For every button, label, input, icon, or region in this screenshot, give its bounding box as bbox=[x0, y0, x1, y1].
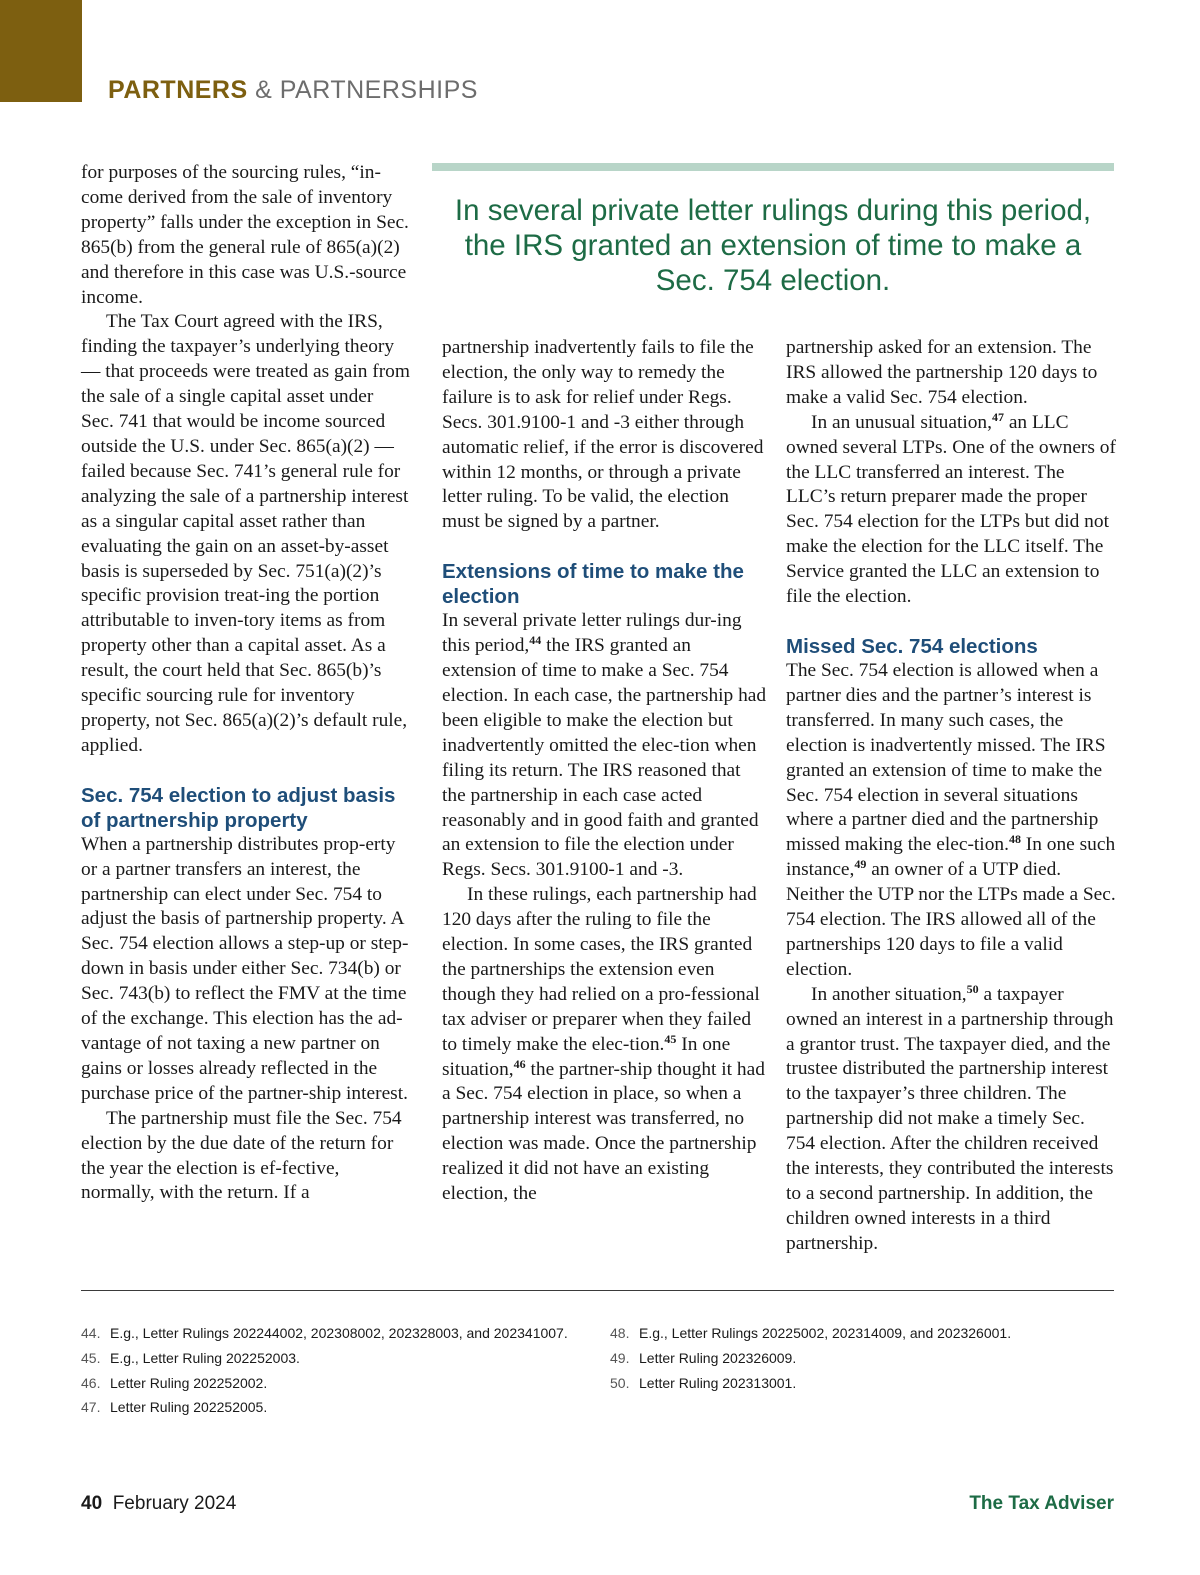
section-color-tab bbox=[0, 0, 82, 102]
col3-p3-text-b: In one such instance, bbox=[786, 834, 1116, 881]
col3-paragraph-2 bbox=[786, 411, 1116, 610]
footnote-ref-47: 47 bbox=[991, 409, 1004, 424]
footnote-number: 47. bbox=[81, 1399, 101, 1416]
footnote-number: 44. bbox=[81, 1325, 101, 1341]
col1-paragraph-3: When a partnership distributes prop-erty or a partner transfers an interest, the partnership can elect under Sec. 754 to adjust the basis of partnership property. A Sec. 754 election allows a step-up or step-down in basis under either Sec. 734(b) or Sec. 743(b) to reflect the FMV at the time of the exchange. This election has the ad-vantage of not taxing a new partner on gains or losses already reflected in the purchase price of the partner-ship interest. bbox=[81, 833, 409, 1104]
col2-p3-text-c: the partner-ship thought it had a Sec. 754 election in place, so when a partnership interest was transferred, no election was made. Once the partnership realized it did not have an existing election, the bbox=[442, 1058, 765, 1205]
footnote-text: E.g., Letter Rulings 202244002, 202308002, 202328003, and 202341007. bbox=[110, 1325, 568, 1341]
footnote-number: 48. bbox=[610, 1325, 630, 1341]
footnote-ref-48: 48 bbox=[1008, 832, 1021, 847]
column-2 bbox=[442, 336, 768, 1207]
col2-paragraph-1: partnership inadvertently fails to file the election, the only way to remedy the failure is to ask for relief under Regs. Secs. 301.9100-1 and -3 either through automatic relief, if the error is discovered within 12 months, or through a private letter ruling. To be valid, the election must be signed by a partner. bbox=[442, 337, 764, 533]
heading-extensions: Extensions of time to make the election bbox=[442, 560, 744, 609]
section-header-rest: & PARTNERSHIPS bbox=[247, 76, 478, 104]
col2-paragraph-2 bbox=[442, 609, 768, 883]
footnote-ref-49: 49 bbox=[854, 857, 867, 872]
footer-page-info bbox=[81, 1493, 236, 1515]
footnote-47 bbox=[81, 1395, 568, 1420]
col1-paragraph-1: for purposes of the sourcing rules, “in-come derived from the sale of inventory property” falls under the exception in Sec. 865(b) from the general rule of 865(a)(2) and therefore in this case was U.S.-source income. bbox=[81, 162, 409, 308]
footnote-45 bbox=[81, 1346, 568, 1371]
footnote-number: 49. bbox=[610, 1349, 630, 1366]
col3-p3-text-c: an owner of a UTP died. Neither the UTP nor the LTPs made a Sec. 754 election. The IRS allowed all of the partnerships 120 days to file a valid election. bbox=[786, 859, 1116, 980]
footnote-ref-50: 50 bbox=[966, 981, 979, 996]
col1-paragraph-2: The Tax Court agreed with the IRS, finding the taxpayer’s underlying theory — that proceeds were treated as gain from the sale of a single capital asset under Sec. 741 that would be income sourced outside the U.S. under Sec. 865(a)(2) — failed because Sec. 741’s general rule for analyzing the sale of a partnership interest as a singular capital asset rather than evaluating the gain on an asset-by-asset basis is superseded by Sec. 751(a)(2)’s specific provision treat-ing the portion attributable to inven-tory items as from property other than a capital asset. As a result, the court held that Sec. 865(b)’s specific sourcing rule for inventory property, not Sec. 865(a)(2)’s default rule, applied. bbox=[81, 311, 410, 756]
footnote-text: Letter Ruling 202252002. bbox=[110, 1374, 268, 1391]
pull-quote-bar bbox=[432, 163, 1114, 171]
publication-name: The Tax Adviser bbox=[969, 1493, 1114, 1514]
col1-paragraph-4: The partnership must file the Sec. 754 election by the due date of the return for the year the election is ef-fective, normally, with the return. If a bbox=[81, 1107, 402, 1204]
col3-p2-text-a: In an unusual situation, bbox=[811, 411, 992, 433]
footnote-49 bbox=[610, 1346, 1011, 1371]
footnotes-right bbox=[610, 1321, 1011, 1395]
col3-paragraph-4 bbox=[786, 983, 1116, 1257]
page-number: 40 bbox=[81, 1493, 103, 1514]
footnote-text: Letter Ruling 202252005. bbox=[110, 1399, 268, 1416]
section-header bbox=[108, 76, 478, 105]
col3-p4-text-b: a taxpayer owned an interest in a partnership through a grantor trust. The taxpayer died, and the trustee distributed the partnership interest to the taxpayer’s three children. The partnership did not make a timely Sec. 754 election. After the children received the interests, they contributed the interests to a second partnership. In addition, the children owned interests in a third partnership. bbox=[786, 983, 1114, 1254]
footnote-44 bbox=[81, 1321, 568, 1346]
heading-missed-elections: Missed Sec. 754 elections bbox=[786, 634, 1038, 658]
heading-sec-754-election: Sec. 754 election to adjust basis of partnership property bbox=[81, 783, 396, 832]
col3-p4-text-a: In another situation, bbox=[811, 983, 967, 1005]
footnote-50 bbox=[610, 1371, 1011, 1396]
col2-p3-text-a: In these rulings, each partnership had 120 days after the ruling to file the election. In some cases, the IRS granted the partnerships the extension even though they had relied on a pro-fessional tax adviser or preparer when they failed to timely make the elec-tion. bbox=[442, 884, 760, 1055]
col2-p2-text-b: the IRS granted an extension of time to make a Sec. 754 election. In each case, the partnership had been eligible to make the election but inadvertently omitted the elec-tion when filing its return. The IRS reasoned that the partnership in each case acted reasonably and in good faith and granted an extension to file the election under Regs. Secs. 301.9100-1 and -3. bbox=[442, 635, 767, 881]
pull-quote: In several private letter rulings during this period, the IRS granted an extension of time to make a Sec. 754 election. bbox=[454, 194, 1092, 297]
col2-p2-text-a: In several private letter rulings dur-ing this period, bbox=[442, 610, 742, 657]
col3-p2-text-b: an LLC owned several LTPs. One of the owners of the LLC transferred an interest. The LLC’s return preparer made the proper Sec. 754 election for the LTPs but did not make the election for the LLC itself. The Service granted the LLC an extension to file the election. bbox=[786, 411, 1116, 608]
col3-p3-text-a: The Sec. 754 election is allowed when a partner dies and the partner’s interest is transferred. In many such cases, the election is inadvertently missed. The IRS granted an extension of time to make the Sec. 754 election in several situations where a partner died and the partnership missed making the elec-tion. bbox=[786, 659, 1106, 856]
col3-paragraph-1: partnership asked for an extension. The IRS allowed the partnership 120 days to make a valid Sec. 754 election. bbox=[786, 337, 1098, 408]
footnote-text: E.g., Letter Rulings 20225002, 202314009, and 202326001. bbox=[639, 1325, 1012, 1341]
footnote-number: 46. bbox=[81, 1374, 101, 1391]
footnote-ref-44: 44 bbox=[529, 633, 542, 648]
footnote-divider bbox=[81, 1290, 1114, 1291]
footnote-text: E.g., Letter Ruling 202252003. bbox=[110, 1349, 300, 1366]
footnotes-left bbox=[81, 1321, 568, 1420]
column-1 bbox=[81, 161, 411, 1206]
footnote-46 bbox=[81, 1371, 568, 1396]
footnote-ref-45: 45 bbox=[664, 1031, 677, 1046]
footnote-ref-46: 46 bbox=[513, 1056, 526, 1071]
issue-date: February 2024 bbox=[112, 1493, 237, 1514]
col2-paragraph-3 bbox=[442, 883, 768, 1207]
footnote-number: 50. bbox=[610, 1374, 630, 1391]
section-header-bold: PARTNERS bbox=[108, 76, 248, 104]
col2-p3-text-b: In one situation, bbox=[442, 1033, 731, 1080]
footnote-text: Letter Ruling 202313001. bbox=[639, 1374, 797, 1391]
footnote-number: 45. bbox=[81, 1349, 101, 1366]
column-3 bbox=[786, 336, 1116, 1257]
footnote-48 bbox=[610, 1321, 1011, 1346]
col3-paragraph-3 bbox=[786, 659, 1116, 983]
footnote-text: Letter Ruling 202326009. bbox=[639, 1349, 797, 1366]
